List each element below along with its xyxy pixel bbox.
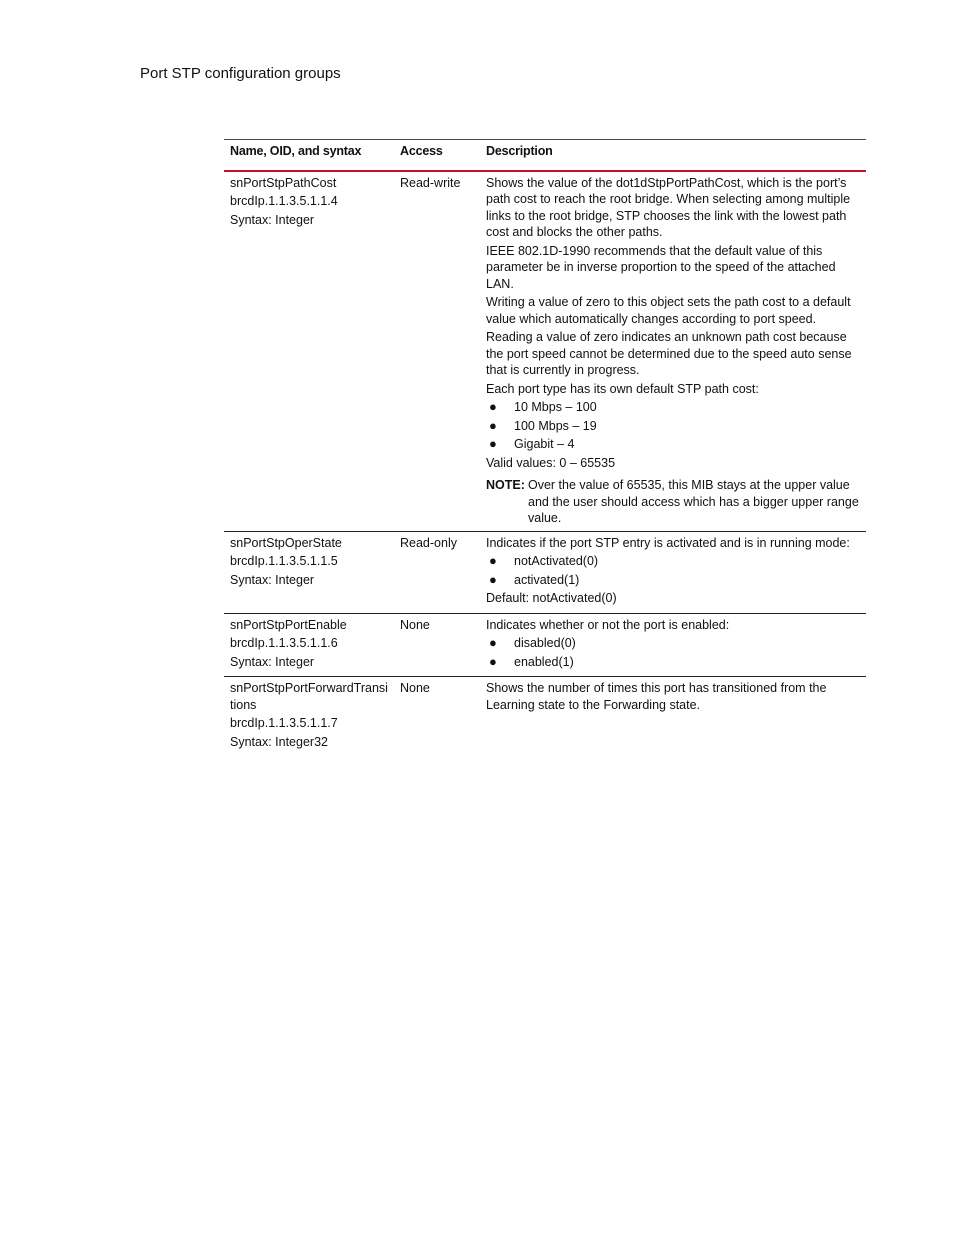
list-item: ● notActivated(0)	[489, 553, 599, 568]
object-name-cell	[224, 613, 394, 677]
mib-object-table	[224, 139, 866, 756]
page-header-title: Port STP configuration groups	[140, 65, 341, 82]
bullet-icon: ●	[489, 553, 497, 568]
description-paragraph: Indicates if the port STP entry is activated and is in running mode:	[486, 535, 850, 550]
object-name: snPortStpOperState	[230, 535, 342, 550]
bullet-list	[486, 553, 860, 588]
object-oid: brcdIp.1.1.3.5.1.1.5	[230, 554, 338, 568]
description-cell	[480, 677, 866, 757]
access-cell: None	[400, 681, 430, 695]
object-syntax: Syntax: Integer32	[230, 734, 328, 749]
object-oid: brcdIp.1.1.3.5.1.1.6	[230, 636, 338, 650]
list-item: ● enabled(1)	[489, 653, 574, 669]
table-row	[224, 677, 866, 757]
object-oid: brcdIp.1.1.3.5.1.1.4	[230, 194, 338, 208]
bullet-list	[486, 399, 860, 453]
column-header-access: Access	[394, 140, 480, 171]
table-header-row	[224, 140, 866, 171]
bullet-icon: ●	[489, 653, 497, 669]
table-row	[224, 613, 866, 677]
list-item: ● Gigabit – 4	[489, 436, 575, 451]
description-paragraph: Writing a value of zero to this object sets the path cost to a default value which automatically changes according to port speed.	[486, 295, 851, 326]
description-paragraph: Reading a value of zero indicates an unknown path cost because the port speed cannot be determined due to the speed auto sense that is currently in progress.	[486, 330, 852, 377]
object-name: snPortStpPortForwardTransi tions	[230, 681, 388, 712]
bullet-list	[486, 635, 860, 670]
object-name-cell	[224, 531, 394, 613]
bullet-icon: ●	[489, 399, 497, 414]
table-row	[224, 171, 866, 532]
description-paragraph: Shows the value of the dot1dStpPortPathCost, which is the port’s path cost to reach the root bridge. When selecting among multiple links to the root bridge, STP chooses the link with the lowest path cost and blocks the other paths.	[486, 175, 851, 239]
note-label: NOTE:	[486, 478, 525, 492]
column-header-description: Description	[480, 140, 866, 171]
default-value: Default: notActivated(0)	[486, 591, 617, 605]
list-item: ● activated(1)	[489, 571, 580, 587]
object-syntax: Syntax: Integer	[230, 654, 315, 669]
description-cell	[480, 613, 866, 677]
bullet-icon: ●	[489, 436, 497, 451]
valid-values: Valid values: 0 – 65535	[486, 455, 616, 470]
table-row	[224, 531, 866, 613]
list-item: ● 100 Mbps – 19	[489, 417, 597, 433]
description-cell	[480, 171, 866, 532]
column-header-name: Name, OID, and syntax	[224, 140, 394, 171]
object-syntax: Syntax: Integer	[230, 212, 315, 227]
access-cell: Read-only	[394, 531, 480, 613]
note-block	[486, 477, 860, 527]
bullet-icon: ●	[489, 571, 497, 587]
bullet-icon: ●	[489, 635, 497, 650]
list-item: ● disabled(0)	[489, 635, 576, 650]
object-name-cell	[224, 171, 394, 532]
description-paragraph: Each port type has its own default STP path cost:	[486, 381, 759, 396]
object-name-cell	[224, 677, 394, 757]
object-name: snPortStpPathCost	[230, 175, 337, 190]
description-paragraph: Indicates whether or not the port is enabled:	[486, 617, 730, 632]
description-paragraph: Shows the number of times this port has transitioned from the Learning state to the Forwarding state.	[486, 681, 827, 712]
access-cell: Read-write	[394, 171, 480, 532]
note-text: Over the value of 65535, this MIB stays at the upper value and the user should access which has a bigger upper range value.	[528, 478, 859, 525]
object-name: snPortStpPortEnable	[230, 617, 347, 632]
description-cell	[480, 531, 866, 613]
description-paragraph: IEEE 802.1D-1990 recommends that the default value of this parameter be in inverse proportion to the speed of the attached LAN.	[486, 243, 836, 291]
access-cell: None	[394, 613, 480, 677]
object-oid: brcdIp.1.1.3.5.1.1.7	[230, 716, 338, 730]
object-syntax: Syntax: Integer	[230, 572, 315, 587]
bullet-icon: ●	[489, 417, 497, 433]
list-item: ● 10 Mbps – 100	[489, 399, 597, 414]
